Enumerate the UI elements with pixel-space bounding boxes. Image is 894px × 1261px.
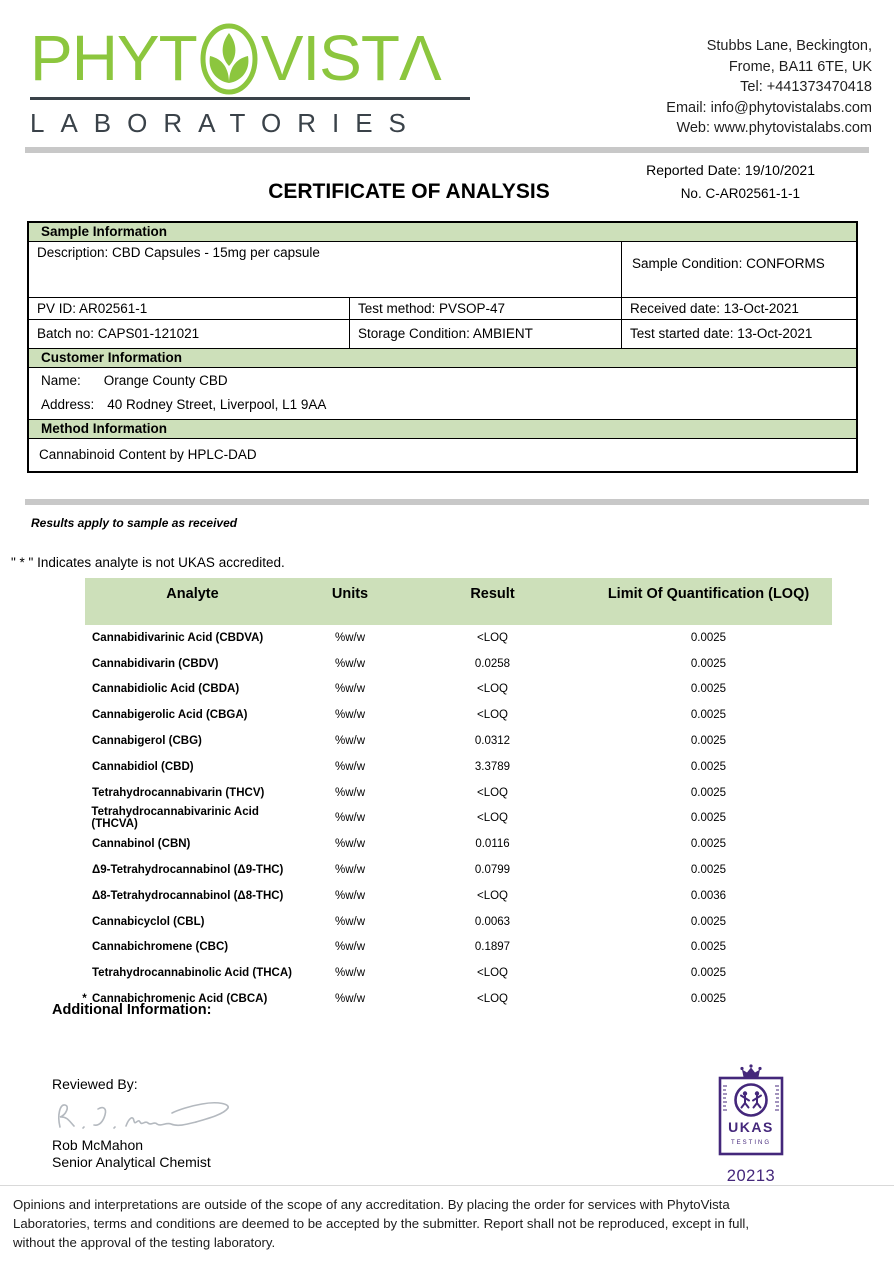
sample-id-row [29, 298, 856, 320]
analyte-cell [85, 890, 300, 902]
units-cell: %w/w [334, 889, 366, 902]
customer-address-line [41, 397, 848, 412]
analyte-name: Cannabidiol (CBD) [92, 760, 194, 773]
pv-id: PV ID: AR02561-1 [29, 298, 350, 319]
table-row [85, 728, 832, 754]
reviewer-name: Rob McMahon [52, 1137, 144, 1153]
units-cell: %w/w [334, 760, 366, 773]
customer-name-value: Orange County CBD [103, 373, 228, 388]
loq-cell: 0.0025 [690, 657, 727, 670]
loq-cell: 0.0025 [690, 760, 727, 773]
units-cell: %w/w [334, 683, 366, 696]
analyte-cell [85, 735, 300, 747]
analyte-name: Δ9-Tetrahydrocannabinol (Δ9-THC) [92, 864, 284, 877]
analyte-name: Cannabichromenic Acid (CBCA) [92, 993, 268, 1006]
analyte-cell [85, 864, 300, 876]
result-cell: 3.3789 [474, 760, 511, 773]
analyte-name: Cannabicyclol (CBL) [92, 915, 205, 928]
additional-information-label: Additional Information: [52, 1002, 212, 1018]
test-started-date: Test started date: 13-Oct-2021 [630, 326, 813, 341]
units-cell: %w/w [334, 631, 366, 644]
disclaimer-text: Opinions and interpretations are outside of the scope of any accreditation. By placing the order for services with PhytoVista Laboratories, terms and conditions are deemed to be accepted by the submitter. Report shall not be reproduced, except in full, without the approval of the testing laboratory. [13, 1197, 750, 1250]
table-row [85, 883, 832, 909]
customer-name-label: Name: [41, 373, 81, 388]
table-row [85, 909, 832, 935]
analyte-cell [85, 658, 300, 670]
analyte-cell [85, 916, 300, 928]
units-cell: %w/w [334, 812, 366, 825]
units-cell: %w/w [334, 915, 366, 928]
analyte-cell [85, 709, 300, 721]
analyte-name: Tetrahydrocannabinolic Acid (THCA) [92, 967, 292, 980]
result-cell: <LOQ [476, 631, 508, 644]
analyte-name: Tetrahydrocannabivarinic Acid (THCVA) [91, 806, 259, 831]
table-row [85, 831, 832, 857]
page-header [0, 0, 894, 147]
customer-address-value: 40 Rodney Street, Liverpool, L1 9AA [107, 397, 327, 412]
result-cell: <LOQ [476, 967, 508, 980]
analyte-cell [85, 838, 300, 850]
brand-wordmark-end: Λ [398, 22, 441, 94]
customer-details [29, 368, 856, 419]
title-block [0, 159, 894, 221]
result-cell: <LOQ [476, 786, 508, 799]
result-cell: <LOQ [476, 709, 508, 722]
sample-received-note: Results apply to sample as received [31, 516, 238, 530]
units-cell: %w/w [334, 864, 366, 877]
sample-description: Description: CBD Capsules - 15mg per capsule [29, 242, 622, 297]
units-cell: %w/w [334, 967, 366, 980]
batch-number: Batch no: CAPS01-121021 [29, 320, 350, 348]
page-title: CERTIFICATE OF ANALYSIS [268, 180, 550, 203]
analyte-cell [85, 761, 300, 773]
result-cell: 0.0312 [474, 735, 511, 748]
brand-wordmark-prefix: PHYT [30, 22, 197, 94]
loq-cell: 0.0025 [690, 709, 727, 722]
method-description: Cannabinoid Content by HPLC-DAD [39, 447, 257, 462]
units-cell: %w/w [334, 941, 366, 954]
units-cell: %w/w [334, 993, 366, 1006]
phytovista-logo [30, 22, 480, 147]
result-cell: <LOQ [476, 889, 508, 902]
sample-description-row [29, 242, 856, 298]
table-row [85, 780, 832, 806]
reviewer-role: Senior Analytical Chemist [52, 1154, 211, 1170]
certificate-number: No. C-AR02561-1-1 [680, 186, 800, 201]
sample-condition: Sample Condition: CONFORMS [632, 256, 825, 271]
units-cell: %w/w [334, 657, 366, 670]
header-divider-bar [25, 147, 869, 153]
contact-address-line-2: Frome, BA11 6TE, UK [728, 58, 872, 75]
loq-cell: 0.0025 [690, 786, 727, 799]
customer-address-label: Address: [41, 397, 95, 412]
result-cell: 0.0799 [474, 864, 511, 877]
section-divider-bar [25, 499, 869, 505]
loq-cell: 0.0025 [690, 993, 727, 1006]
contact-email: Email: info@phytovistalabs.com [666, 99, 872, 116]
result-cell: 0.0116 [475, 838, 510, 851]
brand-tagline: LABORATORIES [30, 108, 422, 138]
table-row [85, 754, 832, 780]
not-accredited-flag: * [82, 993, 87, 1006]
svg-text:UKAS: UKAS [728, 1119, 774, 1135]
column-header-loq: Limit Of Quantification (LOQ) [607, 586, 810, 602]
result-cell: <LOQ [476, 812, 508, 825]
contact-website: Web: www.phytovistalabs.com [676, 120, 872, 136]
sample-batch-row [29, 320, 856, 348]
accreditation-footnote: " * " Indicates analyte is not UKAS accredited. [11, 555, 285, 570]
analyte-name: Cannabidivarinic Acid (CBDVA) [92, 631, 264, 644]
signature-block [52, 1076, 240, 1171]
analyte-name: Cannabigerolic Acid (CBGA) [92, 709, 248, 722]
analyte-cell [85, 967, 300, 979]
result-cell: <LOQ [476, 683, 508, 696]
ukas-logo-icon [711, 1064, 791, 1160]
loq-cell: 0.0025 [690, 735, 727, 748]
column-header-result: Result [470, 586, 515, 602]
loq-cell: 0.0025 [690, 631, 727, 644]
loq-cell: 0.0025 [690, 967, 727, 980]
svg-text:TESTING: TESTING [730, 1140, 772, 1146]
method-information-header: Method Information [29, 419, 856, 439]
loq-cell: 0.0025 [690, 941, 727, 954]
loq-cell: 0.0025 [690, 812, 727, 825]
result-cell: 0.0063 [474, 915, 511, 928]
table-row [85, 857, 832, 883]
table-row [85, 935, 832, 961]
contact-address-line-1: Stubbs Lane, Beckington, [706, 38, 872, 54]
units-cell: %w/w [334, 838, 366, 851]
analyte-cell [85, 632, 300, 644]
table-row [85, 702, 832, 728]
table-row [85, 806, 832, 832]
units-cell: %w/w [334, 735, 366, 748]
analyte-cell [85, 683, 300, 695]
table-row [85, 960, 832, 986]
contact-telephone: Tel: +441373470418 [740, 79, 872, 95]
analyte-name: Tetrahydrocannabivarin (THCV) [92, 786, 265, 799]
column-header-analyte: Analyte [166, 586, 219, 602]
sample-information-header: Sample Information [29, 223, 856, 242]
test-method: Test method: PVSOP-47 [350, 298, 622, 319]
ukas-accreditation-mark [711, 1064, 791, 1186]
loq-cell: 0.0025 [690, 915, 727, 928]
column-header-units: Units [331, 586, 369, 602]
loq-cell: 0.0025 [690, 838, 727, 851]
reported-date: Reported Date: 19/10/2021 [646, 162, 815, 178]
reviewed-by-label: Reviewed By: [52, 1076, 138, 1092]
customer-information-header: Customer Information [29, 348, 856, 368]
analyte-cell [85, 941, 300, 953]
results-table-header [85, 578, 832, 625]
table-row [85, 677, 832, 703]
analyte-cell [85, 787, 300, 799]
result-cell: 0.0258 [474, 657, 511, 670]
table-row [85, 625, 832, 651]
result-cell: 0.1897 [474, 941, 511, 954]
units-cell: %w/w [334, 709, 366, 722]
analyte-cell [85, 806, 300, 830]
lab-contact-info [666, 28, 872, 147]
information-table [27, 221, 858, 473]
leaf-icon [198, 21, 260, 97]
customer-name-line [41, 373, 848, 388]
units-cell: %w/w [334, 786, 366, 799]
analyte-name: Δ8-Tetrahydrocannabinol (Δ8-THC) [92, 889, 284, 902]
analyte-name: Cannabigerol (CBG) [92, 735, 202, 748]
brand-wordmark [30, 22, 480, 94]
received-date: Received date: 13-Oct-2021 [630, 301, 799, 316]
result-cell: <LOQ [476, 993, 508, 1006]
loq-cell: 0.0025 [690, 864, 727, 877]
page-footer [0, 1185, 894, 1252]
analyte-name: Cannabichromene (CBC) [92, 941, 229, 954]
ukas-accreditation-number: 20213 [726, 1167, 776, 1185]
analyte-name: Cannabidivarin (CBDV) [92, 657, 219, 670]
loq-cell: 0.0036 [690, 889, 727, 902]
analyte-name: Cannabidiolic Acid (CBDA) [92, 683, 240, 696]
loq-cell: 0.0025 [690, 683, 727, 696]
table-row [85, 651, 832, 677]
brand-divider-line [30, 97, 470, 100]
brand-wordmark-suffix: VIST [260, 22, 399, 94]
storage-condition: Storage Condition: AMBIENT [350, 320, 622, 348]
analyte-name: Cannabinol (CBN) [92, 838, 191, 851]
signature-icon [50, 1095, 240, 1135]
